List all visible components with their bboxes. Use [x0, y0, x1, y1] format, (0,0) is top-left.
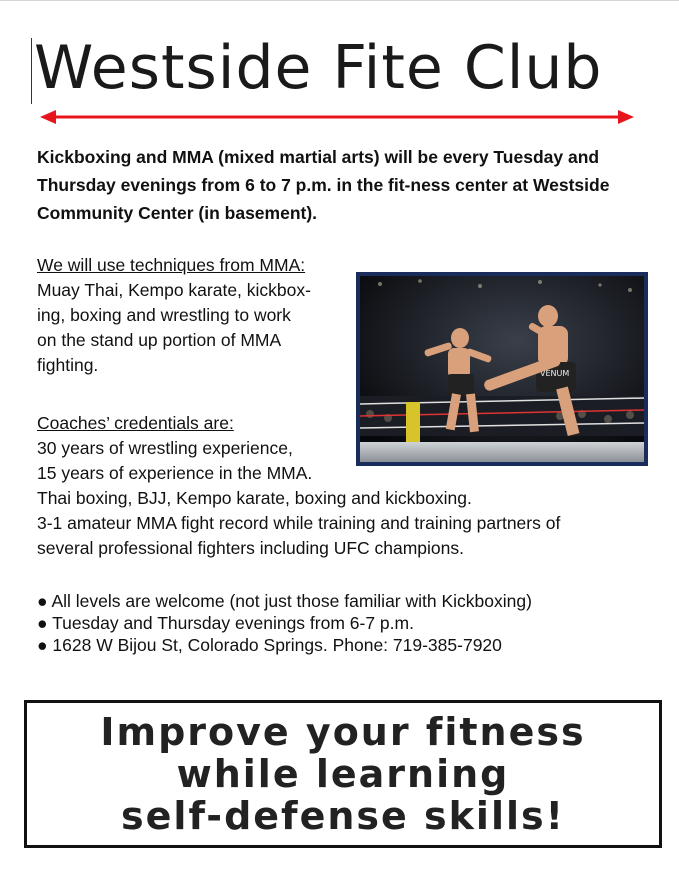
credentials-line: 3-1 amateur MMA fight record while training and training partners of: [37, 513, 561, 533]
list-item: ● Tuesday and Thursday evenings from 6-7 p.m.: [37, 613, 414, 633]
credentials-line: several professional fighters including UFC champions.: [37, 538, 465, 558]
callout-line: while learning: [176, 752, 510, 796]
page-title[interactable]: Westside Fite Club: [34, 33, 603, 103]
techniques-line: ing, boxing and wrestling to work: [37, 305, 291, 325]
svg-text:VENUM: VENUM: [540, 369, 570, 378]
callout-box: [24, 700, 662, 848]
info-bullet-list: [37, 590, 657, 656]
credentials-line: Thai boxing, BJJ, Kempo karate, boxing and kickboxing.: [37, 488, 472, 508]
techniques-section: [37, 253, 355, 378]
callout-line: Improve your fitness: [100, 710, 586, 754]
credentials-heading: Coaches’ credentials are:: [37, 413, 234, 433]
list-item: ● 1628 W Bijou St, Colorado Springs. Phone: 719-385-7920: [37, 635, 502, 655]
credentials-line: 15 years of experience in the MMA.: [37, 463, 313, 483]
text-cursor: [31, 38, 32, 104]
techniques-line: Muay Thai, Kempo karate, kickbox-: [37, 280, 311, 300]
techniques-line: on the stand up portion of MMA: [37, 330, 282, 350]
list-item: ● All levels are welcome (not just those familiar with Kickboxing): [37, 591, 532, 611]
double-arrow-icon: [40, 108, 634, 126]
intro-paragraph: Kickboxing and MMA (mixed martial arts) will be every Tuesday and Thursday evenings from 6 to 7 p.m. in the fit-ness center at Westside Community Center (in basement).: [37, 147, 610, 223]
page-top-border: [0, 0, 679, 1]
credentials-line: 30 years of wrestling experience,: [37, 438, 293, 458]
techniques-heading: We will use techniques from MMA:: [37, 255, 306, 275]
techniques-line: fighting.: [37, 355, 99, 375]
callout-line: self-defense skills!: [121, 794, 565, 838]
credentials-section: [37, 411, 657, 561]
